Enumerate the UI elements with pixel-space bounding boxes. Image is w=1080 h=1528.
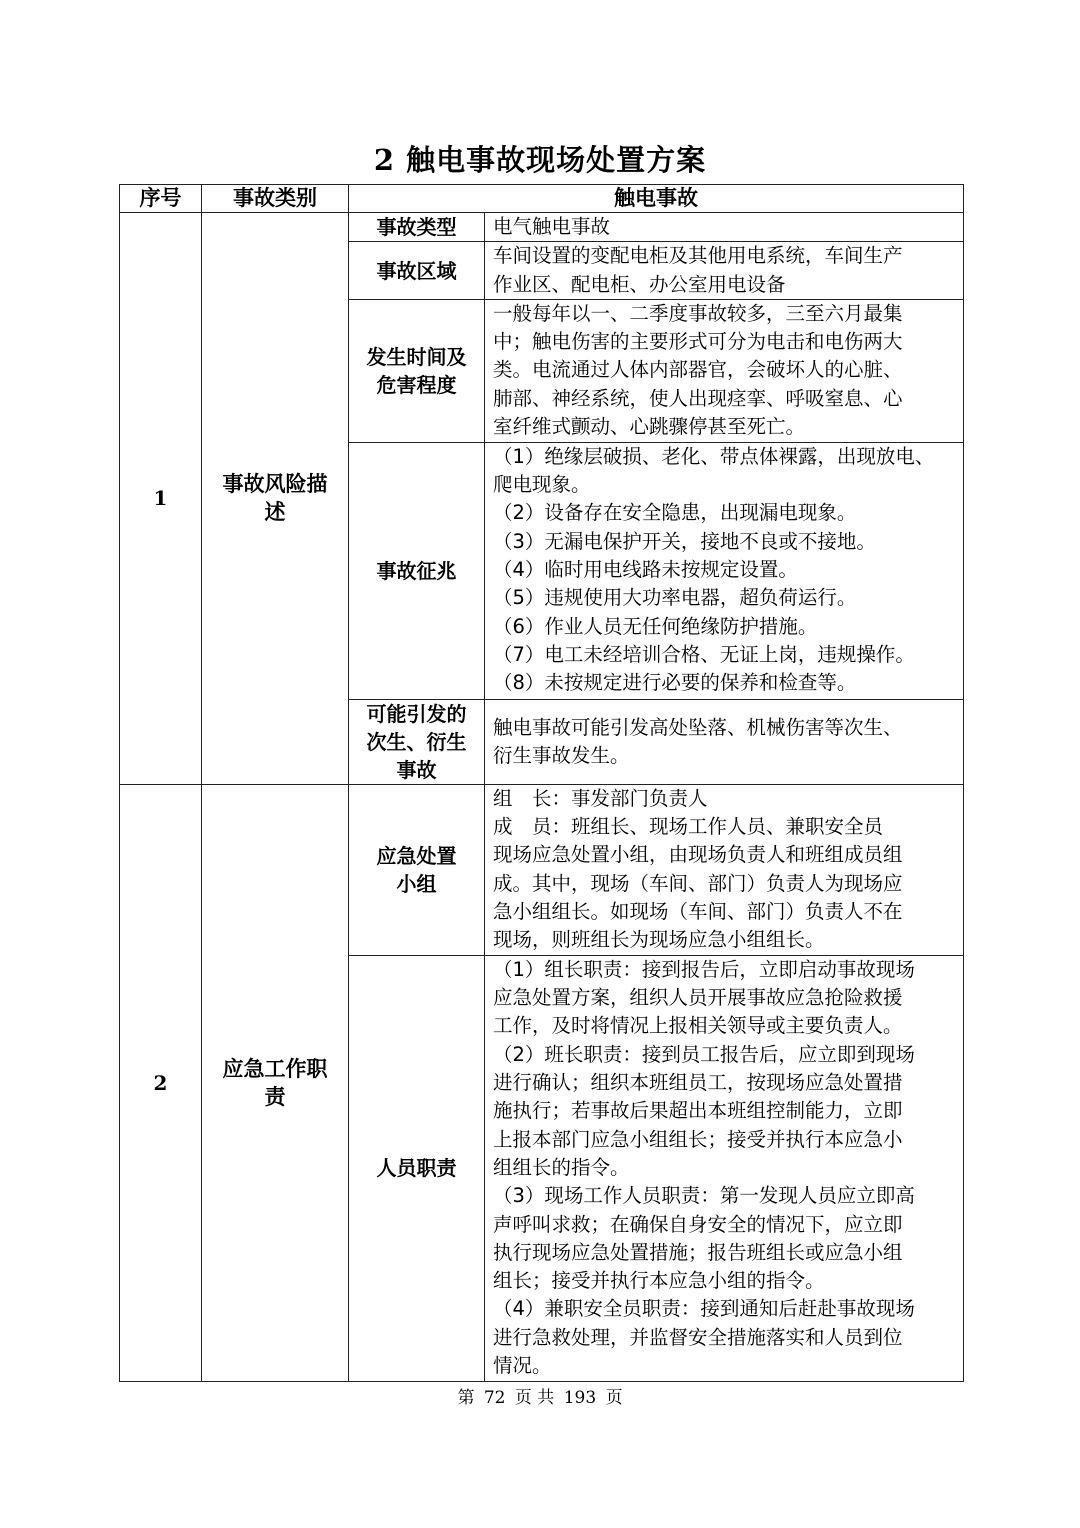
- content-line: 进行急救处理，并监督安全措施落实和人员到位: [493, 1325, 903, 1349]
- row-category: 应急工作职责: [202, 784, 349, 1381]
- content-line: （1）组长职责：接到报告后，立即启动事故现场: [493, 957, 915, 981]
- content-line: （2）班长职责：接到员工报告后，应立即到现场: [493, 1042, 915, 1066]
- content-line: （2）设备存在安全隐患，出现漏电现象。: [493, 501, 857, 525]
- document-title: 2 触电事故现场处置方案: [373, 143, 707, 177]
- sub-content: [485, 442, 964, 699]
- row-seq: 2: [120, 784, 202, 1381]
- content-line: 触电事故可能引发高处坠落、机械伤害等次生、: [493, 715, 903, 739]
- content-line: 情况。: [493, 1354, 552, 1378]
- row-seq: 1: [120, 213, 202, 785]
- content-line: 声呼叫求救；在确保自身安全的情况下，应立即: [493, 1212, 903, 1236]
- content-line: 工作，及时将情况上报相关领导或主要负责人。: [493, 1014, 903, 1038]
- sub-label: 人员职责: [349, 955, 485, 1381]
- content-line: 应急处置方案，组织人员开展事故应急抢险救援: [493, 986, 903, 1010]
- content-line: 类。电流通过人体内部器官，会破坏人的心脏、: [493, 358, 903, 382]
- content-line: 爬电现象。: [493, 473, 591, 497]
- row-category: 事故风险描述: [202, 213, 349, 785]
- sub-content: [485, 784, 964, 955]
- content-line: （1）绝缘层破损、老化、带点体裸露，出现放电、: [493, 444, 935, 468]
- content-line: 电气触电事故: [493, 215, 611, 238]
- content-line: （7）电工未经培训合格、无证上岗，违规操作。: [493, 642, 915, 666]
- content-line: 一般每年以一、二季度事故较多，三至六月最集: [493, 301, 903, 325]
- content-line: 作业区、配电柜、办公室用电设备: [493, 272, 786, 296]
- table-header-row: [120, 185, 964, 213]
- content-line: 现场，则班组长为现场应急小组组长。: [493, 928, 825, 952]
- page-footer: [0, 1386, 1080, 1410]
- sub-content: [485, 213, 964, 242]
- content-line: 衍生事故发生。: [493, 743, 630, 767]
- footer-suffix: 页: [605, 1388, 623, 1408]
- sub-label: 事故征兆: [349, 442, 485, 699]
- emergency-plan-table: [119, 184, 964, 1382]
- footer-mid: 页 共: [514, 1388, 555, 1408]
- content-line: 组长；接受并执行本应急小组的指令。: [493, 1269, 825, 1293]
- sub-label: 发生时间及危害程度: [349, 299, 485, 442]
- content-line: 急小组组长。如现场（车间、部门）负责人不在: [493, 900, 903, 924]
- header-seq: 序号: [120, 185, 202, 213]
- content-line: 现场应急处置小组，由现场负责人和班组成员组: [493, 843, 903, 867]
- content-line: 执行现场应急处置措施；报告班组长或应急小组: [493, 1240, 903, 1264]
- content-line: 中；触电伤害的主要形式可分为电击和电伤两大: [493, 330, 903, 354]
- content-line: （3）现场工作人员职责：第一发现人员应立即高: [493, 1184, 915, 1208]
- content-line: 成 员：班组长、现场工作人员、兼职安全员: [493, 815, 884, 839]
- content-line: 组组长的指令。: [493, 1155, 630, 1179]
- content-line: 组 长：事发部门负责人: [493, 786, 708, 810]
- content-line: （4）临时用电线路未按规定设置。: [493, 558, 798, 582]
- table-row: [120, 213, 964, 242]
- footer-prefix: 第: [457, 1388, 475, 1408]
- sub-content: [485, 242, 964, 300]
- header-category: 事故类别: [202, 185, 349, 213]
- content-line: 车间设置的变配电柜及其他用电系统，车间生产: [493, 244, 903, 268]
- current-page-number: 72: [483, 1388, 506, 1408]
- sub-content: [485, 699, 964, 784]
- content-line: （4）兼职安全员职责：接到通知后赶赴事故现场: [493, 1297, 915, 1321]
- content-line: 室纤维式颤动、心跳骤停甚至死亡。: [493, 415, 806, 439]
- content-line: 进行确认；组织本班组员工，按现场应急处置措: [493, 1071, 903, 1095]
- content-line: （8）未按规定进行必要的保养和检查等。: [493, 671, 857, 695]
- content-line: （6）作业人员无任何绝缘防护措施。: [493, 614, 818, 638]
- sub-label: 可能引发的次生、衍生事故: [349, 699, 485, 784]
- sub-label: 事故区域: [349, 242, 485, 300]
- total-page-count: 193: [563, 1388, 597, 1408]
- content-line: 肺部、神经系统，使人出现痉挛、呼吸窒息、心: [493, 386, 903, 410]
- sub-content: [485, 299, 964, 442]
- content-line: （3）无漏电保护开关，接地不良或不接地。: [493, 529, 876, 553]
- content-line: （5）违规使用大功率电器，超负荷运行。: [493, 586, 857, 610]
- content-line: 上报本部门应急小组组长；接受并执行本应急小: [493, 1127, 903, 1151]
- table-row: [120, 784, 964, 955]
- content-line: 成。其中，现场（车间、部门）负责人为现场应: [493, 871, 903, 895]
- sub-label: 事故类型: [349, 213, 485, 242]
- header-accident: 触电事故: [349, 185, 964, 213]
- sub-content: [485, 955, 964, 1381]
- content-line: 施执行；若事故后果超出本班组控制能力，立即: [493, 1099, 903, 1123]
- sub-label: 应急处置小组: [349, 784, 485, 955]
